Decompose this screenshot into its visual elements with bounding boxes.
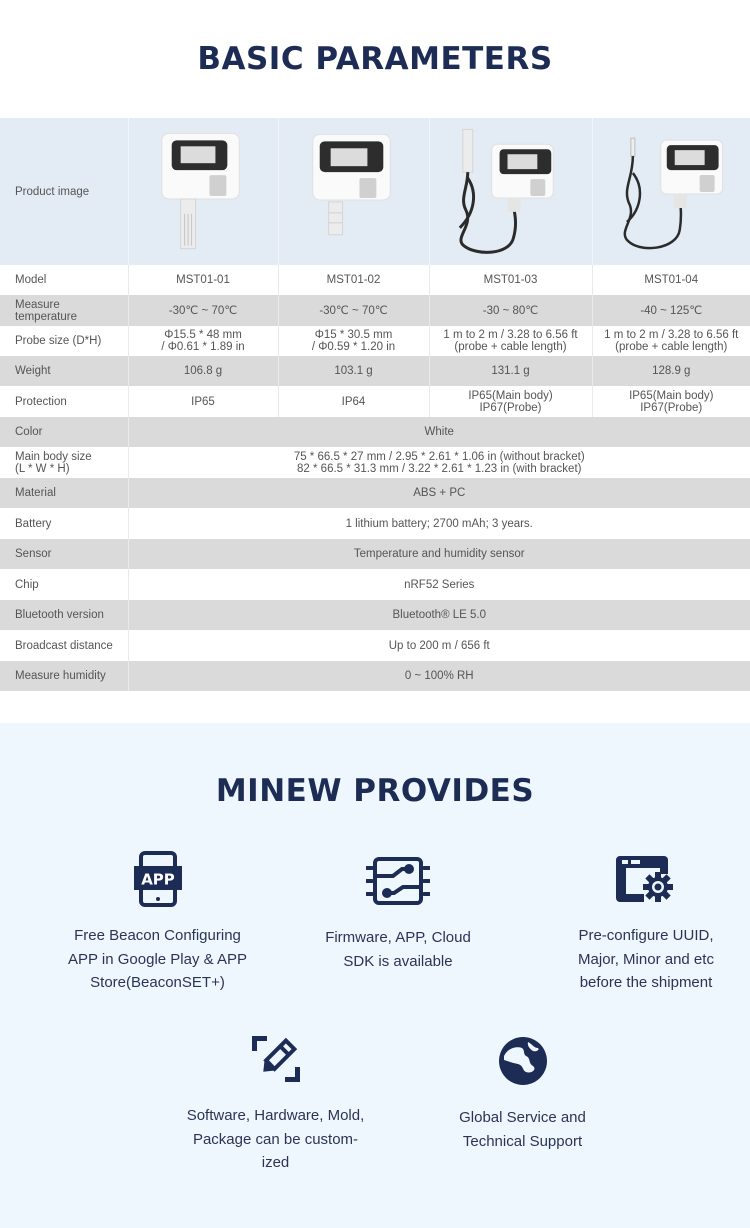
table-row-bluetooth-version [0,600,750,630]
row-label: Product image [0,118,128,265]
cell-value: IP64 [278,386,429,417]
compact-probe-sensor-icon [279,118,429,265]
section-spacer [0,691,750,723]
table-row-measure-temperature [0,295,750,326]
window-gear-icon [540,848,750,910]
row-label: Weight [0,356,128,386]
feature-text-line: Firmware, APP, Cloud [288,926,508,950]
feature-text-line: Technical Support [430,1130,615,1154]
cell-line: / Φ0.59 * 1.20 in [279,341,429,353]
table-row-probe-size [0,326,750,356]
cell-value: -30℃ ~ 70℃ [128,295,278,326]
cell-value: -30 ~ 80℃ [429,295,592,326]
basic-parameters-header [0,0,750,118]
globe-icon [430,1030,615,1092]
feature-sdk [288,850,508,973]
cell-value: -40 ~ 125℃ [592,295,750,326]
table-row-sensor [0,539,750,569]
table-row-material [0,478,750,508]
table-row-battery [0,508,750,539]
feature-text-line: Store(BeaconSET+) [45,971,270,995]
cell-value: 1 lithium battery; 2700 mAh; 3 years. [128,508,750,539]
minew-provides-title: MINEW PROVIDES [0,773,750,809]
cell-line: Φ15 * 30.5 mm [279,329,429,341]
cell-value: Temperature and humidity sensor [128,539,750,569]
row-label: Model [0,265,128,295]
cell-value: Up to 200 m / 656 ft [128,630,750,661]
feature-text-line: APP in Google Play & APP [45,948,270,972]
row-label [0,447,128,478]
table-row-model [0,265,750,295]
row-label: Probe size (D*H) [0,326,128,356]
row-label: Sensor [0,539,128,569]
cell-value: 128.9 g [592,356,750,386]
product-image-mst01-04 [592,118,750,265]
cell-value: IP65 [128,386,278,417]
cell-value: MST01-03 [429,265,592,295]
cell-value: 131.1 g [429,356,592,386]
chip-circuit-icon [288,850,508,912]
product-image-mst01-01 [128,118,278,265]
table-row-product-image [0,118,750,265]
cell-line: (probe + cable length) [593,341,750,353]
cell-value: Bluetooth® LE 5.0 [128,600,750,630]
cell-value: -30℃ ~ 70℃ [278,295,429,326]
product-image-mst01-03 [429,118,592,265]
row-label: Protection [0,386,128,417]
row-label: Material [0,478,128,508]
feature-global-support [430,1030,615,1153]
cell-value [128,326,278,356]
cell-value: MST01-04 [592,265,750,295]
cell-line: IP67(Probe) [593,402,750,414]
feature-text-line: Major, Minor and etc [540,948,750,972]
cell-value: 103.1 g [278,356,429,386]
row-label: Broadcast distance [0,630,128,661]
row-label-line: Main body size [15,451,128,463]
cell-value: 0 ~ 100% RH [128,661,750,691]
cell-line: 1 m to 2 m / 3.28 to 6.56 ft [593,329,750,341]
row-label: Color [0,417,128,447]
feature-text-line: SDK is available [288,950,508,974]
row-label: Battery [0,508,128,539]
table-row-protection [0,386,750,417]
cell-line: 1 m to 2 m / 3.28 to 6.56 ft [430,329,592,341]
row-label: Chip [0,569,128,600]
feature-text-line: Package can be custom- [163,1128,388,1152]
row-label: Bluetooth version [0,600,128,630]
cell-value [128,447,750,478]
cell-value: nRF52 Series [128,569,750,600]
row-label: Measure humidity [0,661,128,691]
feature-text-line: Global Service and [430,1106,615,1130]
row-label [0,295,128,326]
spec-table [0,118,750,691]
feature-customization [163,1028,388,1175]
short-probe-sensor-icon [129,118,278,265]
cell-line: IP67(Probe) [430,402,592,414]
cell-value: MST01-01 [128,265,278,295]
feature-text-line: Pre-configure UUID, [540,924,750,948]
table-row-weight [0,356,750,386]
feature-preconfigure [540,848,750,995]
row-label-line: (L * W * H) [15,463,128,475]
table-row-chip [0,569,750,600]
row-label-line: temperature [15,311,128,323]
table-row-measure-humidity [0,661,750,691]
feature-app [45,848,270,995]
table-row-color [0,417,750,447]
basic-parameters-title: BASIC PARAMETERS [197,41,552,77]
cell-line: IP65(Main body) [430,390,592,402]
cell-value [278,326,429,356]
feature-text-line: Free Beacon Configuring [45,924,270,948]
feature-text-line: before the shipment [540,971,750,995]
cell-value: 106.8 g [128,356,278,386]
row-label-line: Measure [15,299,128,311]
cell-line: 82 * 66.5 * 31.3 mm / 3.22 * 2.61 * 1.23 in (with bracket) [129,463,750,475]
cell-value: MST01-02 [278,265,429,295]
cell-value [429,386,592,417]
cell-value [592,326,750,356]
cell-value: White [128,417,750,447]
table-row-main-body-size [0,447,750,478]
svg-text:APP: APP [141,871,175,889]
cable-humidity-probe-sensor-icon [430,118,592,265]
cell-line: 75 * 66.5 * 27 mm / 2.95 * 2.61 * 1.06 in (without bracket) [129,451,750,463]
cell-line: Φ15.5 * 48 mm [129,329,278,341]
cell-value [592,386,750,417]
cell-value [429,326,592,356]
cable-temperature-probe-sensor-icon [593,118,750,265]
cell-line: (probe + cable length) [430,341,592,353]
feature-text-line: Software, Hardware, Mold, [163,1104,388,1128]
app-tablet-icon [45,848,270,910]
cell-line: IP65(Main body) [593,390,750,402]
product-image-mst01-02 [278,118,429,265]
minew-provides-section [0,723,750,1228]
feature-text-line: ized [163,1151,388,1175]
cell-value: ABS + PC [128,478,750,508]
pencil-edit-icon [163,1028,388,1090]
table-row-broadcast-distance [0,630,750,661]
cell-line: / Φ0.61 * 1.89 in [129,341,278,353]
